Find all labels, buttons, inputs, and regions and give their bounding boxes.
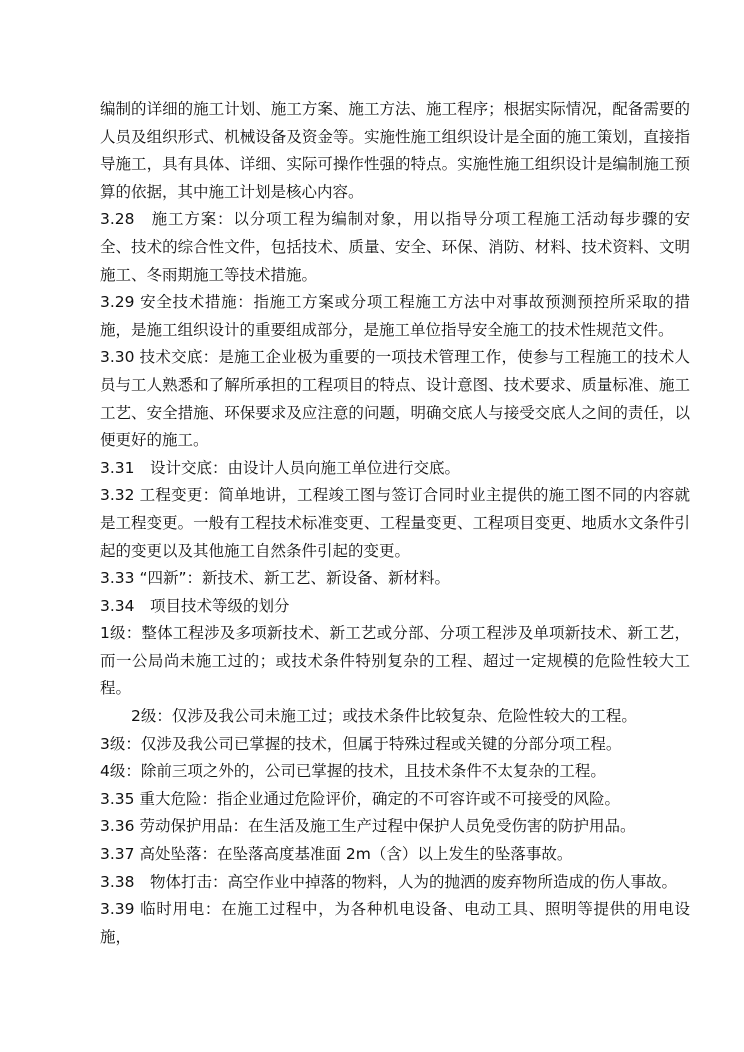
- paragraph-level-2: 2级：仅涉及我公司未施工过；或技术条件比较复杂、危险性较大的工程。: [131, 707, 637, 726]
- paragraph-3-28: 3.28 施工方案：以分项工程为编制对象，用以指导分项工程施工活动每步骤的安全、技术的综合性文件，包括技术、质量、安全、环保、消防、材料、技术资料、文明施工、冬雨期施工等技术措施。: [100, 210, 690, 284]
- paragraph-3-37: 3.37 高处坠落：在坠落高度基准面 2m（含）以上发生的坠落事故。: [100, 845, 573, 864]
- paragraph-level-1: 1级：整体工程涉及多项新技术、新工艺或分部、分项工程涉及单项新技术、新工艺，而一公局尚未施工过的；或技术条件特别复杂的工程、超过一定规模的危险性较大工程。: [100, 624, 690, 698]
- paragraph-level-3: 3级：仅涉及我公司已掌握的技术，但属于特殊过程或关键的分部分项工程。: [100, 734, 622, 753]
- paragraph-3-31: 3.31 设计交底：由设计人员向施工单位进行交底。: [100, 458, 461, 477]
- paragraph-3-29: 3.29 安全技术措施：指施工方案或分项工程施工方法中对事故预测预控所采取的措施，是施工组织设计的重要组成部分，是施工单位指导安全施工的技术性规范文件。: [100, 293, 690, 339]
- paragraph-3-38: 3.38 物体打击：高空作业中掉落的物料，人为的抛洒的废弃物所造成的伤人事故。: [100, 872, 678, 891]
- paragraph-3-33: 3.33 “四新”：新技术、新工艺、新设备、新材料。: [100, 569, 451, 588]
- paragraph-3-35: 3.35 重大危险：指企业通过危险评价，确定的不可容许或不可接受的风险。: [100, 789, 620, 808]
- paragraph-3-32: 3.32 工程变更：简单地讲，工程竣工图与签订合同时业主提供的施工图不同的内容就是工程变更。一般有工程技术标准变更、工程量变更、工程项目变更、地质水文条件引起的变更以及其他施工自然条件引起的变更。: [100, 486, 690, 560]
- document-body: [100, 96, 690, 951]
- paragraph-3-34: 3.34 项目技术等级的划分: [100, 596, 290, 615]
- paragraph-3-39: 3.39 临时用电：在施工过程中，为各种机电设备、电动工具、照明等提供的用电设施，: [100, 900, 690, 946]
- paragraph-intro-continuation: 编制的详细的施工计划、施工方案、施工方法、施工程序；根据实际情况，配备需要的人员及组织形式、机械设备及资金等。实施性施工组织设计是全面的施工策划，直接指导施工，具有具体、详细、实际可操作性强的特点。实施性施工组织设计是编制施工预算的依据，其中施工计划是核心内容。: [100, 100, 690, 201]
- paragraph-3-30: 3.30 技术交底：是施工企业极为重要的一项技术管理工作，使参与工程施工的技术人员与工人熟悉和了解所承担的工程项目的特点、设计意图、技术要求、质量标准、施工工艺、安全措施、环保要求及应注意的问题，明确交底人与接受交底人之间的责任，以便更好的施工。: [100, 348, 690, 450]
- paragraph-3-36: 3.36 劳动保护用品：在生活及施工生产过程中保护人员免受伤害的防护用品。: [100, 817, 636, 836]
- paragraph-level-4: 4级：除前三项之外的，公司已掌握的技术，且技术条件不太复杂的工程。: [100, 762, 606, 781]
